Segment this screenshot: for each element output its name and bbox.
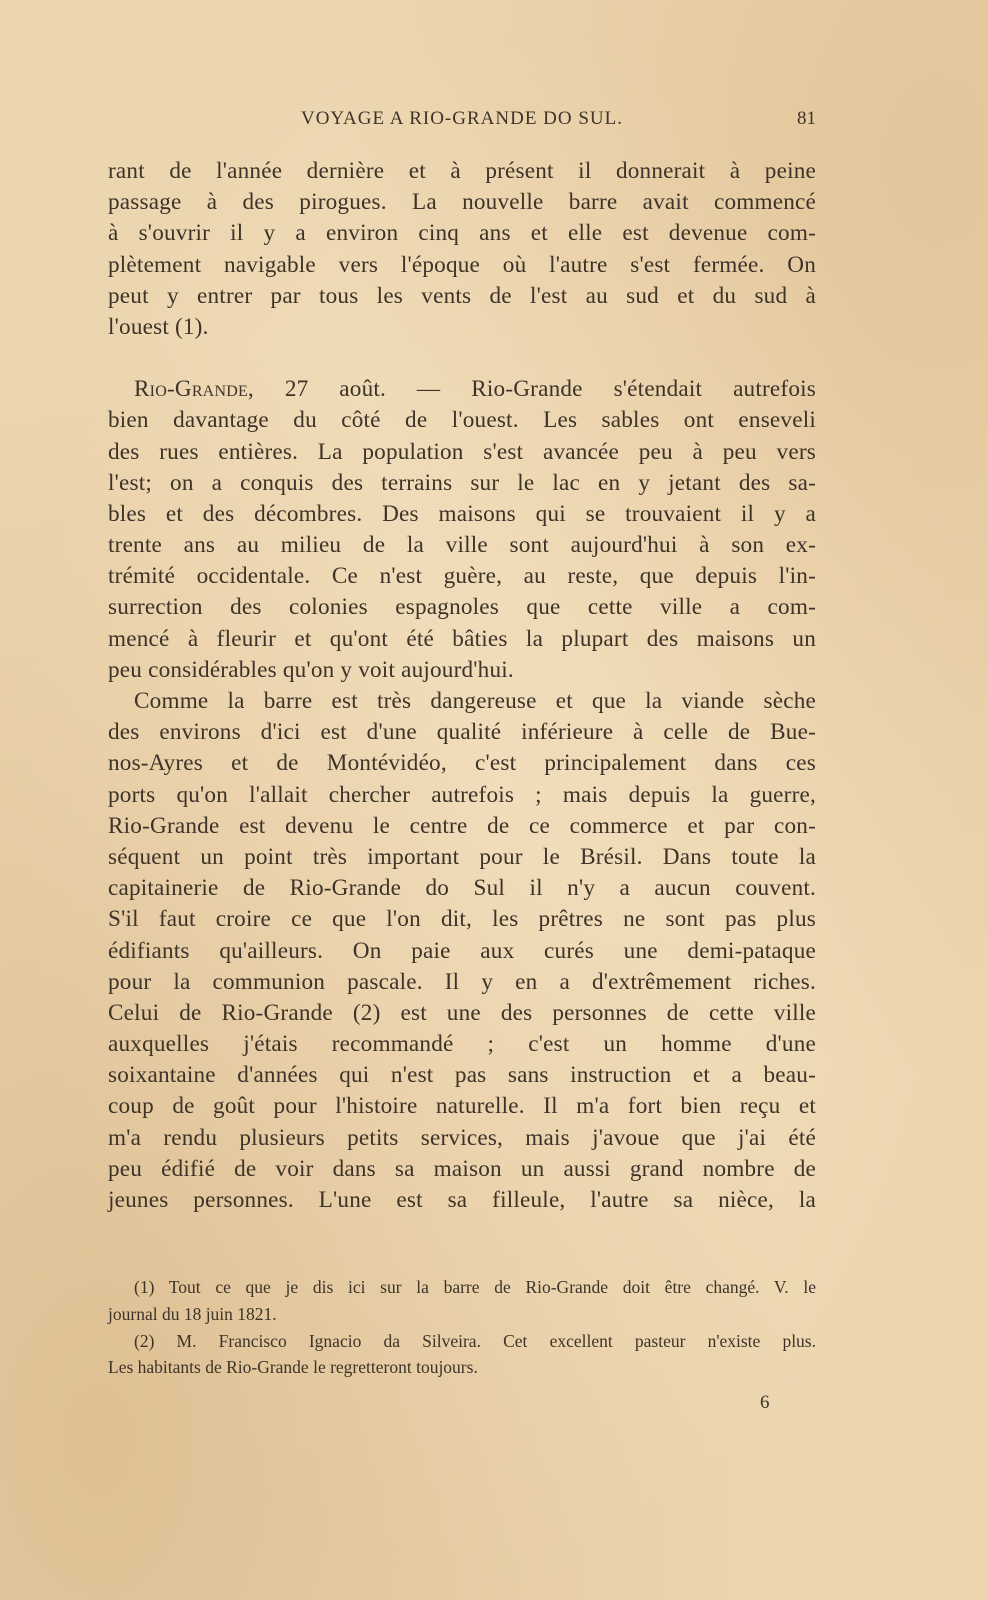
footnote-line: Les habitants de Rio-Grande le regretteront toujours. <box>108 1357 478 1378</box>
page-header <box>108 108 816 138</box>
text-line: des environs d'ici est d'une qualité inférieure à celle de Bue- <box>108 719 816 746</box>
text-line: peu édifié de voir dans sa maison un aussi grand nombre de <box>108 1155 816 1182</box>
text-line: pour la communion pascale. Il y en a d'extrêmement riches. <box>108 968 816 995</box>
footnote-line: (2) M. Francisco Ignacio da Silveira. Cet excellent pasteur n'existe plus. <box>134 1330 816 1351</box>
signature-mark: 6 <box>760 1392 770 1413</box>
text-line: coup de goût pour l'histoire naturelle. Il m'a fort bien reçu et <box>108 1093 816 1120</box>
footnotes <box>108 1274 816 1381</box>
text-line: soixantaine d'années qui n'est pas sans instruction et a beau- <box>108 1062 816 1089</box>
diary-entry-heading <box>108 374 816 405</box>
text-line: trémité occidentale. Ce n'est guère, au reste, que depuis l'in- <box>108 563 816 590</box>
text-line: des rues entières. La population s'est avancée peu à peu vers <box>108 438 816 465</box>
paragraph-gap <box>108 343 816 374</box>
entry-date-text: 27 août. — Rio-Grande s'étendait autrefois <box>253 376 816 403</box>
text-line: mencé à fleurir et qu'ont été bâties la plupart des maisons un <box>108 625 816 652</box>
text-line: l'ouest (1). <box>108 313 209 340</box>
text-line: bles et des décombres. Des maisons qui se trouvaient il y a <box>108 500 816 527</box>
text-line: auxquelles j'étais recommandé ; c'est un homme d'une <box>108 1031 816 1058</box>
footnote-line: (1) Tout ce que je dis ici sur la barre de Rio-Grande doit être changé. V. le <box>134 1277 816 1297</box>
text-line: S'il faut croire ce que l'on dit, les prêtres ne sont pas plus <box>108 906 816 933</box>
text-line: Rio-Grande est devenu le centre de ce commerce et par con- <box>108 812 816 839</box>
text-line: plètement navigable vers l'époque où l'autre s'est fermée. On <box>108 251 816 278</box>
entry-place: Rio-Grande, <box>134 376 254 403</box>
text-line: à s'ouvrir il y a environ cinq ans et elle est devenue com- <box>108 220 816 247</box>
text-line: Comme la barre est très dangereuse et que la viande sèche <box>134 688 816 714</box>
footnote-line: journal du 18 juin 1821. <box>108 1303 277 1324</box>
running-title: VOYAGE A RIO-GRANDE DO SUL. <box>300 108 624 129</box>
text-line: peut y entrer par tous les vents de l'est au sud et du sud à <box>108 282 816 309</box>
text-line: l'est; on a conquis des terrains sur le lac en y jetant des sa- <box>108 469 816 496</box>
page-number: 81 <box>797 108 816 129</box>
text-line: surrection des colonies espagnoles que cette ville a com- <box>108 594 816 621</box>
text-line: peu considérables qu'on y voit aujourd'hui. <box>108 656 514 683</box>
text-line: jeunes personnes. L'une est sa filleule, l'autre sa nièce, la <box>108 1187 816 1213</box>
text-line: séquent un point très important pour le Brésil. Dans toute la <box>108 843 816 870</box>
text-line: passage à des pirogues. La nouvelle barre avait commencé <box>108 189 816 216</box>
text-line: nos-Ayres et de Montévidéo, c'est principalement dans ces <box>108 750 816 777</box>
text-line: m'a rendu plusieurs petits services, mais j'avoue que j'ai été <box>108 1124 816 1151</box>
text-line: rant de l'année dernière et à présent il donnerait à peine <box>108 158 816 184</box>
text-line: bien davantage du côté de l'ouest. Les sables ont enseveli <box>108 407 816 434</box>
text-line: capitainerie de Rio-Grande do Sul il n'y a aucun couvent. <box>108 875 816 902</box>
text-line: édifiants qu'ailleurs. On paie aux curés une demi-pataque <box>108 937 816 964</box>
text-line: trente ans au milieu de la ville sont aujourd'hui à son ex- <box>108 532 816 559</box>
body-text <box>108 156 816 1216</box>
text-line: ports qu'on l'allait chercher autrefois ; mais depuis la guerre, <box>108 781 816 808</box>
text-line: Celui de Rio-Grande (2) est une des personnes de cette ville <box>108 999 816 1026</box>
